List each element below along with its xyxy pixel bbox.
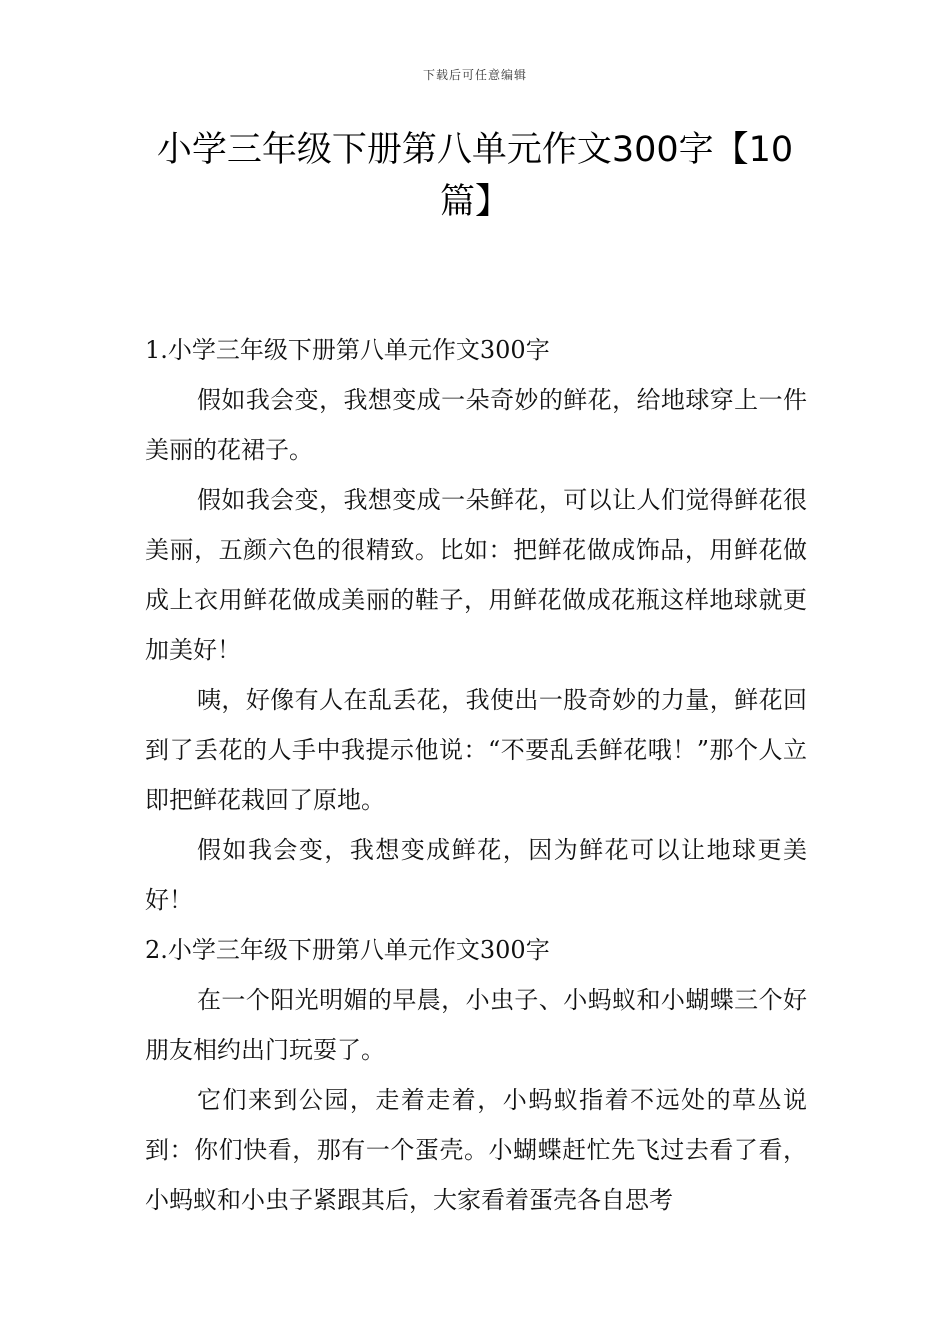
paragraph: 假如我会变，我想变成一朵奇妙的鲜花，给地球穿上一件美丽的花裙子。 xyxy=(145,386,807,464)
paragraph: 它们来到公园，走着走着，小蚂蚁指着不远处的草丛说到：你们快看，那有一个蛋壳。小蝴蝶赶忙先飞过去看了看，小蚂蚁和小虫子紧跟其后，大家看着蛋壳各自思考 xyxy=(145,1086,807,1214)
document-body xyxy=(145,325,807,1225)
paragraph: 假如我会变，我想变成一朵鲜花，可以让人们觉得鲜花很美丽，五颜六色的很精致。比如：把鲜花做成饰品，用鲜花做成上衣用鲜花做成美丽的鞋子，用鲜花做成花瓶这样地球就更加美好！ xyxy=(145,486,807,664)
paragraph: 在一个阳光明媚的早晨，小虫子、小蚂蚁和小蝴蝶三个好朋友相约出门玩耍了。 xyxy=(145,986,807,1064)
document-title: 小学三年级下册第八单元作文300字【10篇】 xyxy=(156,130,794,222)
paragraph: 咦，好像有人在乱丢花，我使出一股奇妙的力量，鲜花回到了丢花的人手中我提示他说：“不要乱丢鲜花哦！”那个人立即把鲜花栽回了原地。 xyxy=(145,686,807,814)
section-heading: 2.小学三年级下册第八单元作文300字 xyxy=(145,936,550,964)
header-note: 下载后可任意编辑 xyxy=(422,68,527,82)
paragraph: 假如我会变，我想变成鲜花，因为鲜花可以让地球更美好！ xyxy=(145,836,807,914)
section-heading: 1.小学三年级下册第八单元作文300字 xyxy=(145,336,550,364)
